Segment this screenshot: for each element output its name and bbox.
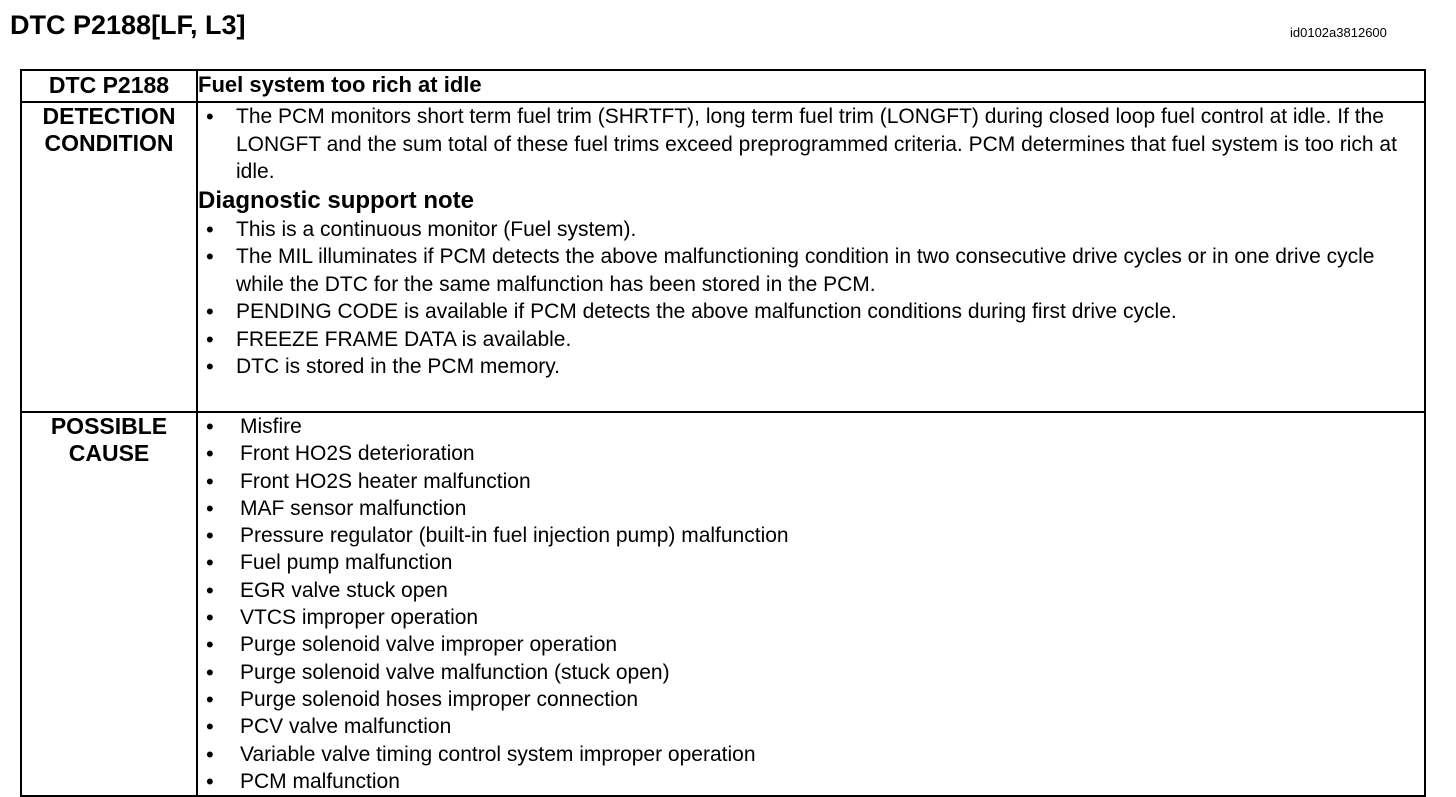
list-item: • The MIL illuminates if PCM detects the above malfunctioning condition in two consecutive drive cycles or in one drive cycle while the DTC for the same malfunction has been stored in the PCM. [198,243,1424,298]
dtc-table [20,69,1426,797]
list-item: • Variable valve timing control system improper operation [198,741,1424,768]
list-item: • PENDING CODE is available if PCM detects the above malfunction conditions during first drive cycle. [198,298,1424,326]
detection-intro-list [198,103,1424,186]
list-item: • FREEZE FRAME DATA is available. [198,326,1424,354]
list-item: • The PCM monitors short term fuel trim (SHRTFT), long term fuel trim (LONGFT) during closed loop fuel control at idle. If the LONGFT and the sum total of these fuel trims exceed preprogrammed criteria. PCM determines that fuel system is too rich at idle. [198,103,1424,186]
list-item: • Misfire [198,413,1424,440]
list-item: • Purge solenoid hoses improper connection [198,686,1424,713]
list-item: • VTCS improper operation [198,604,1424,631]
document-id: id0102a3812600 [1290,25,1387,40]
detection-condition-content [197,102,1425,412]
page-title: DTC P2188[LF, L3] [10,10,246,40]
dtc-description-cell: Fuel system too rich at idle [197,70,1425,102]
list-item: • Front HO2S heater malfunction [198,468,1424,495]
list-item: • Front HO2S deterioration [198,440,1424,467]
detection-condition-label [21,102,197,412]
possible-cause-list [198,413,1424,795]
possible-cause-row [21,412,1425,796]
possible-cause-label-line2: CAUSE [68,440,150,466]
list-item: • DTC is stored in the PCM memory. [198,353,1424,381]
diagnostic-support-note-heading: Diagnostic support note [198,186,474,214]
detection-condition-row [21,102,1425,412]
list-item: • This is a continuous monitor (Fuel system). [198,216,1424,244]
list-item: • MAF sensor malfunction [198,495,1424,522]
detection-label-line1: DETECTION [42,103,176,129]
list-item: • Fuel pump malfunction [198,549,1424,576]
possible-cause-label-line1: POSSIBLE [50,413,168,439]
diagnostic-note-list [198,216,1424,381]
list-item: • Purge solenoid valve malfunction (stuck open) [198,659,1424,686]
list-item: • Pressure regulator (built-in fuel injection pump) malfunction [198,522,1424,549]
list-item: • Purge solenoid valve improper operation [198,631,1424,658]
possible-cause-content [197,412,1425,796]
possible-cause-label [21,412,197,796]
list-item: • PCM malfunction [198,768,1424,795]
table-header-row [21,70,1425,102]
dtc-code-cell: DTC P2188 [21,70,197,102]
detection-label-line2: CONDITION [44,130,174,156]
list-item: • EGR valve stuck open [198,577,1424,604]
list-item: • PCV valve malfunction [198,713,1424,740]
